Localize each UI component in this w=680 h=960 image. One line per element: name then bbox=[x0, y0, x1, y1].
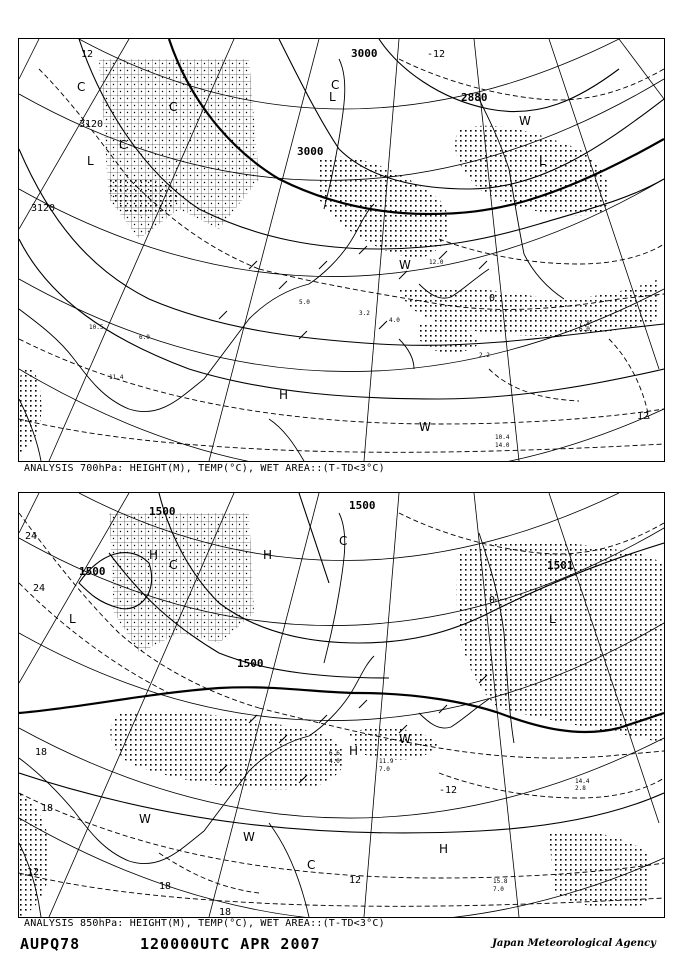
temp-label: 0 bbox=[489, 595, 496, 606]
cold-center-symbol: C bbox=[331, 78, 340, 92]
caption-850hpa: ANALYSIS 850hPa: HEIGHT(M), TEMP(°C), WET AREA::(T-TD<3°C) bbox=[24, 918, 385, 929]
cold-center-symbol: C bbox=[307, 858, 316, 872]
warm-center-symbol: W bbox=[399, 258, 411, 272]
station-value: 2.8 bbox=[575, 785, 586, 792]
station-value: 11.4 bbox=[109, 374, 124, 381]
height-label: 3000 bbox=[297, 145, 324, 158]
valid-time: 120000UTC APR 2007 bbox=[140, 935, 321, 953]
high-pressure-symbol: H bbox=[349, 744, 359, 758]
temp-label: 24 bbox=[25, 531, 38, 542]
station-value: 5.0 bbox=[299, 299, 310, 306]
high-pressure-symbol: H bbox=[439, 842, 449, 856]
temp-label: 18 bbox=[35, 747, 48, 758]
station-value: 3.2 bbox=[359, 310, 370, 317]
station-value: 15.8 bbox=[493, 878, 508, 885]
cold-center-symbol: C bbox=[77, 80, 86, 94]
station-value: 7.0 bbox=[379, 766, 390, 773]
cold-center-symbol: C bbox=[339, 534, 348, 548]
warm-center-symbol: W bbox=[139, 812, 151, 826]
warm-center-symbol: W bbox=[519, 114, 531, 128]
station-value: 12.0 bbox=[429, 259, 444, 266]
low-pressure-symbol: L bbox=[329, 90, 336, 104]
warm-center-symbol: W bbox=[243, 830, 255, 844]
station-value: 2.2 bbox=[479, 352, 490, 359]
temp-label: 12 bbox=[349, 875, 362, 886]
height-label: 1500 bbox=[237, 657, 264, 670]
cold-center-symbol: C bbox=[119, 138, 128, 152]
low-pressure-symbol: L bbox=[539, 154, 546, 168]
station-value: 10.5 bbox=[89, 324, 104, 331]
temp-label: 12 bbox=[27, 867, 40, 878]
warm-center-symbol: W bbox=[419, 420, 431, 434]
map-850hpa-canvas bbox=[19, 493, 664, 917]
low-pressure-symbol: L bbox=[549, 612, 556, 626]
station-value: 6.0 bbox=[579, 326, 590, 333]
map-panel-700hpa bbox=[18, 38, 665, 462]
temp-label: 18 bbox=[41, 803, 54, 814]
high-pressure-symbol: H bbox=[263, 548, 273, 562]
cold-center-symbol: C bbox=[169, 558, 178, 572]
warm-center-symbol: W bbox=[399, 732, 411, 746]
caption-700hpa: ANALYSIS 700hPa: HEIGHT(M), TEMP(°C), WET AREA::(T-TD<3°C) bbox=[24, 463, 385, 474]
temp-label: 24 bbox=[33, 583, 46, 594]
elevated-terrain-850 bbox=[109, 513, 254, 653]
station-value: 10.4 bbox=[495, 434, 510, 441]
height-label: 1500 bbox=[79, 565, 106, 578]
height-label: 2880 bbox=[461, 91, 488, 104]
station-value: 7.8 bbox=[579, 320, 590, 327]
high-pressure-symbol: H bbox=[279, 388, 289, 402]
temp-label: 18 bbox=[219, 907, 232, 917]
station-value: 4.0 bbox=[389, 317, 400, 324]
temp-label: 12 bbox=[81, 49, 94, 60]
high-pressure-symbol: H bbox=[149, 548, 159, 562]
temp-label: 12 bbox=[637, 411, 650, 422]
map-700hpa-canvas bbox=[19, 39, 664, 461]
height-label: 1501 bbox=[547, 559, 574, 572]
height-label: 1500 bbox=[149, 505, 176, 518]
station-value: 14.0 bbox=[495, 442, 510, 449]
station-value: 11.9 bbox=[379, 758, 394, 765]
temp-label: -12 bbox=[427, 49, 446, 60]
map-panel-850hpa bbox=[18, 492, 665, 918]
low-pressure-symbol: L bbox=[69, 612, 76, 626]
agency-name: Japan Meteorological Agency bbox=[492, 938, 656, 949]
height-label: 3000 bbox=[351, 47, 378, 60]
height-label: 3120 bbox=[79, 119, 104, 130]
low-pressure-symbol: L bbox=[87, 154, 94, 168]
station-value: 14.4 bbox=[575, 778, 590, 785]
cold-center-symbol: C bbox=[169, 100, 178, 114]
station-value: 6.0 bbox=[139, 334, 150, 341]
station-value: 4.0 bbox=[329, 758, 340, 765]
temp-label: 18 bbox=[159, 881, 172, 892]
chart-code: AUPQ78 bbox=[20, 935, 81, 953]
station-value: 6.6 bbox=[329, 750, 340, 757]
height-label: 1500 bbox=[349, 499, 376, 512]
temp-label: -12 bbox=[439, 785, 458, 796]
temp-label: 0 bbox=[489, 293, 496, 304]
station-value: 7.0 bbox=[493, 886, 504, 893]
height-label: 3120 bbox=[31, 203, 56, 214]
